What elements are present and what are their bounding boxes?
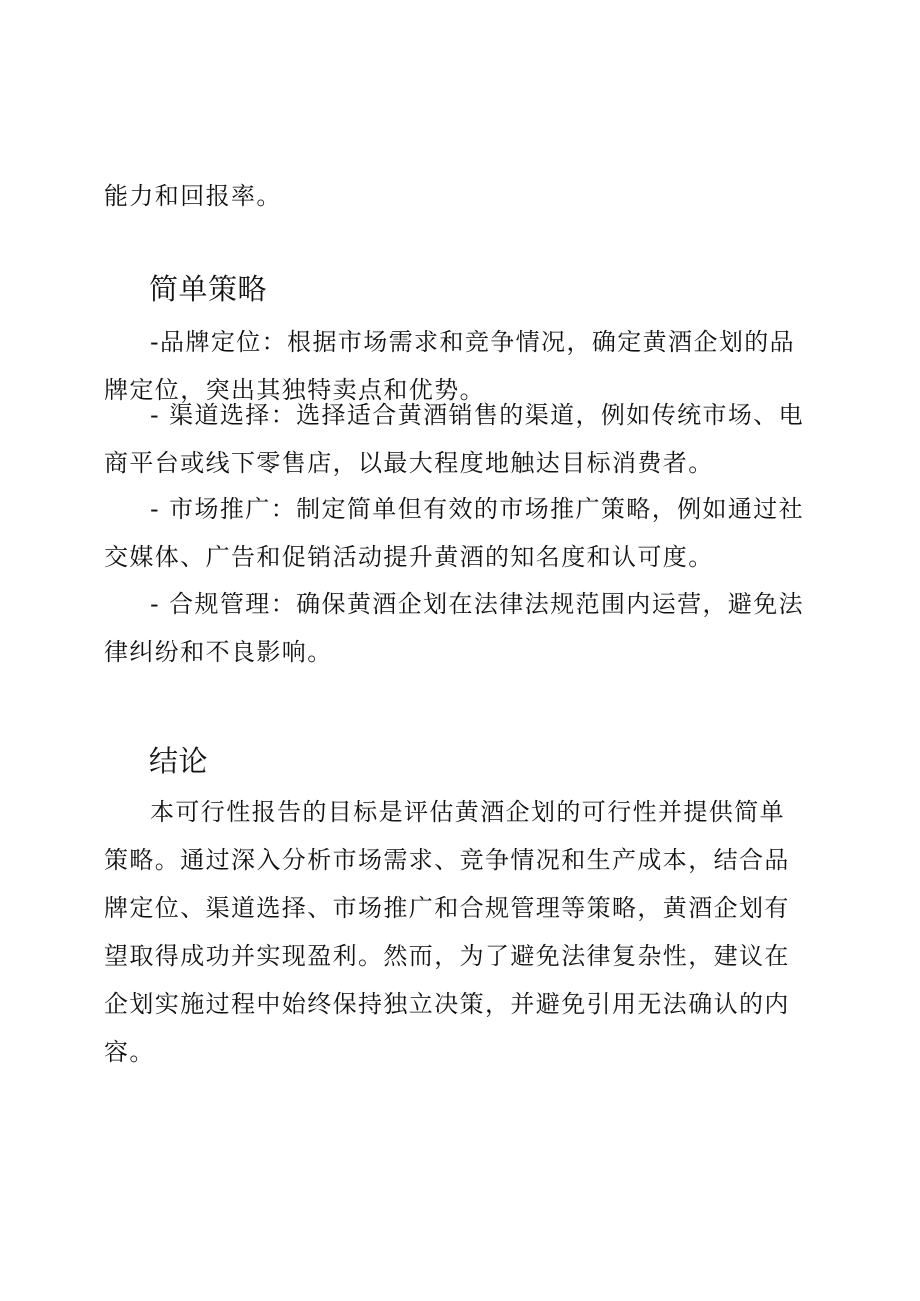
section-heading-strategy: 简单策略 bbox=[149, 272, 268, 306]
strategy-paragraph-compliance: - 合规管理：确保黄酒企划在法律法规范围内运营，避免法律纠纷和不良影响。 bbox=[104, 590, 805, 666]
strategy-paragraph-promotion: - 市场推广：制定简单但有效的市场推广策略，例如通过社交媒体、广告和促销活动提升黄酒的知名度和认可度。 bbox=[104, 495, 805, 571]
section-heading-conclusion: 结论 bbox=[149, 744, 209, 778]
intro-tail-text: 能力和回报率。 bbox=[104, 182, 282, 210]
strategy-paragraph-brand: -品牌定位：根据市场需求和竞争情况，确定黄酒企划的品牌定位，突出其独特卖点和优势。 bbox=[104, 328, 796, 404]
conclusion-paragraph: 本可行性报告的目标是评估黄酒企划的可行性并提供简单策略。通过深入分析市场需求、竞争情况和生产成本，结合品牌定位、渠道选择、市场推广和合规管理等策略，黄酒企划有望取得成功并实现盈利。然而，为了避免法律复杂性，建议在企划实施过程中始终保持独立决策，并避免引用无法确认的内容。 bbox=[104, 798, 790, 1066]
strategy-paragraph-channel: - 渠道选择：选择适合黄酒销售的渠道，例如传统市场、电商平台或线下零售店，以最大程度地触达目标消费者。 bbox=[104, 401, 805, 477]
